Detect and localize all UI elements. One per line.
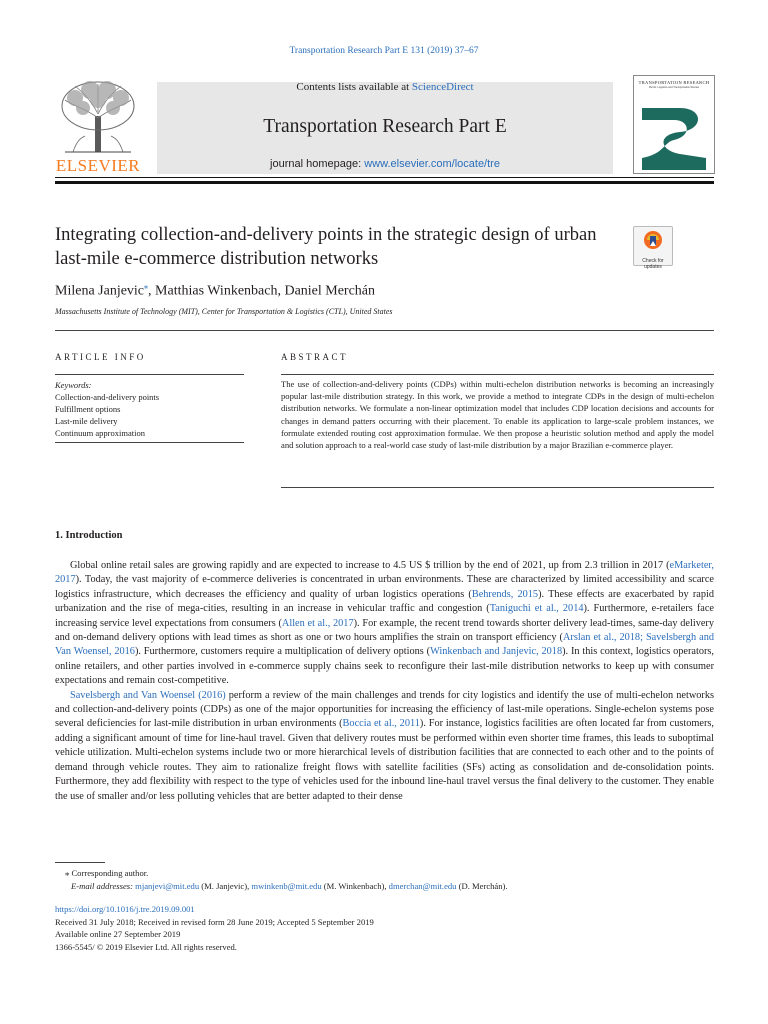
affiliation: Massachusetts Institute of Technology (MIT), Center for Transportation & Logistics (CTL), United States: [55, 307, 393, 316]
journal-reference-link[interactable]: Transportation Research Part E 131 (2019) 37–67: [289, 46, 479, 56]
header-rule-thick: [55, 181, 714, 184]
email-owner: (M. Janjevic),: [199, 881, 252, 891]
keywords-label: Keywords:: [55, 380, 92, 390]
citation-link[interactable]: eMarketer, 2017: [55, 560, 714, 586]
corresponding-author-note: ⁎ Corresponding author.: [65, 868, 149, 878]
crossmark-icon: [634, 227, 672, 253]
citation-link[interactable]: Winkenbach and Janjevic, 2018: [430, 646, 563, 658]
cover-label: TRANSPORTATION RESEARCH: [638, 80, 710, 85]
journal-homepage-line: [157, 158, 613, 170]
email-link[interactable]: dmerchan@mit.edu: [388, 881, 457, 891]
crossmark-line1: Check for: [642, 258, 664, 264]
text-run: Global online retail sales are growing rapidly and are expected to increase to 4.5 US $ trillion by the end of 2021, up from 2.3 trillion in 2017 (: [70, 560, 670, 571]
email-owner: (D. Merchán).: [456, 881, 508, 891]
email-line: [55, 880, 508, 893]
citation-link[interactable]: Boccia et al., 2011: [342, 718, 420, 730]
keywords-block: [55, 379, 159, 439]
author-names-rest: , Matthias Winkenbach, Daniel Merchán: [148, 283, 376, 299]
crossmark-line2: updates: [644, 264, 662, 270]
article-metadata: [55, 903, 374, 953]
title-rule: [55, 330, 714, 331]
email-label: E-mail addresses:: [71, 881, 133, 891]
journal-reference[interactable]: [0, 46, 768, 56]
contents-line: [157, 81, 613, 93]
email-owner: (M. Winkenbach),: [321, 881, 389, 891]
article-info-rule: [55, 374, 244, 375]
text-run: ). Today, the vast majority of e-commerce deliveries is concentrated in urban environments. These are characterized by limited accessibility and scarce logistics infrastructure, which decreases the efficiency and quality of urban logistics operations (: [55, 574, 714, 600]
cover-subtitle: Part E: Logistics and Transportation Review: [648, 86, 700, 89]
article-title: Integrating collection-and-delivery points in the strategic design of urban last-mile e-commerce distribution networks: [55, 225, 597, 269]
contents-prefix: Contents lists available at: [296, 81, 410, 93]
citation-link[interactable]: Allen et al., 2017: [281, 617, 354, 629]
citation-link[interactable]: Arslan et al., 2018; Savelsbergh and Van Woensel, 2016: [55, 632, 714, 658]
email-link[interactable]: mwinkenb@mit.edu: [251, 881, 322, 891]
abstract-heading: ABSTRACT: [281, 352, 349, 362]
abstract-text: The use of collection-and-delivery points (CDPs) within multi-echelon distribution networks is becoming an increasingly popular last-mile distribution strategy. In this work, we provide a method to integrate CDPs in the design of multi-echelon distribution networks. We formulate a non-linear optimization model that includes CDP location decisions and accounts for changes in demand patters occurring with their placement. To enable its application to large-scale problem instances, we formulate extended routing cost approximation formulae. We then propose a heuristic solution method and apply the model and solution approach to a real-world case study of last-mile distribution by a major Brazilian e-commerce player.: [281, 379, 714, 451]
elsevier-wordmark: ELSEVIER: [55, 156, 141, 175]
journal-title: Transportation Research Part E: [263, 116, 507, 137]
text-run: ). In this context, logistics operators, online retailers, and other parties involved in e-commerce supply chains seek to reconfigure their last-mile distribution networks to keep up with consumer expectations and remain cost-competitive.: [55, 646, 714, 687]
text-run: ). For instance, logistics facilities are often located far from customers, adding a significant amount of time for line-haul travel. Given that delivery routes must be performed within even shorter time frames, this leads to suboptimal vehicle utilization. Multi-echelon systems include two or more hierarchical levels of distribution facilities that are connected to each other and to the points of demand through vehicle routes. They aim to rationalize freight flows with satellite facilities (SFs) acting as consolidation and de-consolidation points. Furthermore, they add flexibility with respect to the type of vehicles used for the inbound line-haul travel versus the final delivery to the customer. They enable the use of smaller and/or less polluting vehicles that are better adapted to their dense: [55, 718, 714, 802]
paragraph: [55, 559, 714, 689]
paragraph: [55, 689, 714, 804]
doi-link[interactable]: https://doi.org/10.1016/j.tre.2019.09.001: [55, 904, 195, 914]
text-run: perform a review of the main challenges and trends for city logistics and identify the use of multi-echelon networks and collection-and-delivery points (CDPs) as one of the major opportunities for increasing the efficiency of last-mile operations. Single-echelon systems pose several deficiencies for last-mile distribution in urban environments (: [55, 689, 714, 730]
elsevier-tree-icon: [55, 78, 141, 158]
keyword-item: Fulfillment options: [55, 404, 121, 414]
abstract-bottom-rule: [281, 487, 714, 488]
corresponding-mark[interactable]: ⁎: [144, 282, 149, 291]
keyword-item: Continuum approximation: [55, 428, 145, 438]
copyright: 1366-5545/ © 2019 Elsevier Ltd. All rights reserved.: [55, 941, 237, 952]
available-online: Available online 27 September 2019: [55, 929, 181, 939]
keyword-item: Collection-and-delivery points: [55, 392, 160, 402]
article-info-bottom-rule: [55, 442, 244, 443]
body-text: [55, 559, 714, 804]
abstract-rule: [281, 374, 714, 375]
sciencedirect-link[interactable]: ScienceDirect: [411, 81, 474, 93]
text-run: ). Furthermore, customers require a multiplication of delivery options (: [134, 646, 431, 658]
elsevier-logo: [55, 78, 141, 176]
email-link[interactable]: mjanjevi@mit.edu: [135, 881, 200, 891]
keyword-item: Last-mile delivery: [55, 416, 118, 426]
footnote: [55, 867, 508, 893]
text-run: ). These effects are exacerbated by rapid urbanization and the rise of mega-cities, resulting in an increase in vehicular traffic and congestion (: [55, 588, 714, 615]
cover-road-icon: [634, 102, 714, 172]
header-rule-thin: [55, 177, 714, 178]
section-heading-introduction: 1. Introduction: [55, 530, 123, 541]
article-info-heading: ARTICLE INFO: [55, 352, 146, 362]
received-dates: Received 31 July 2018; Received in revised form 28 June 2019; Accepted 5 September 2019: [55, 916, 374, 927]
text-run: ). Furthermore, e-retailers face increasing service level expectations from consumers (: [55, 603, 714, 629]
author-list: [55, 282, 375, 300]
author-name: Milena Janjevic: [55, 283, 145, 299]
text-run: ). For example, the recent trend towards shorter delivery lead-times, same-day delivery and on-demand delivery options with lead times as short as one or two hours amplifies the strain on transport efficiency (: [55, 617, 714, 644]
citation-link[interactable]: Taniguchi et al., 2014: [489, 603, 584, 615]
homepage-prefix: journal homepage:: [270, 158, 362, 170]
check-for-updates-button[interactable]: [633, 226, 673, 270]
citation-link[interactable]: Savelsbergh and Van Woensel (2016): [70, 689, 226, 701]
citation-link[interactable]: Behrends, 2015: [471, 588, 539, 600]
journal-cover-thumbnail[interactable]: [633, 75, 715, 174]
footnote-rule: [55, 862, 105, 863]
homepage-link[interactable]: www.elsevier.com/locate/tre: [364, 158, 500, 170]
